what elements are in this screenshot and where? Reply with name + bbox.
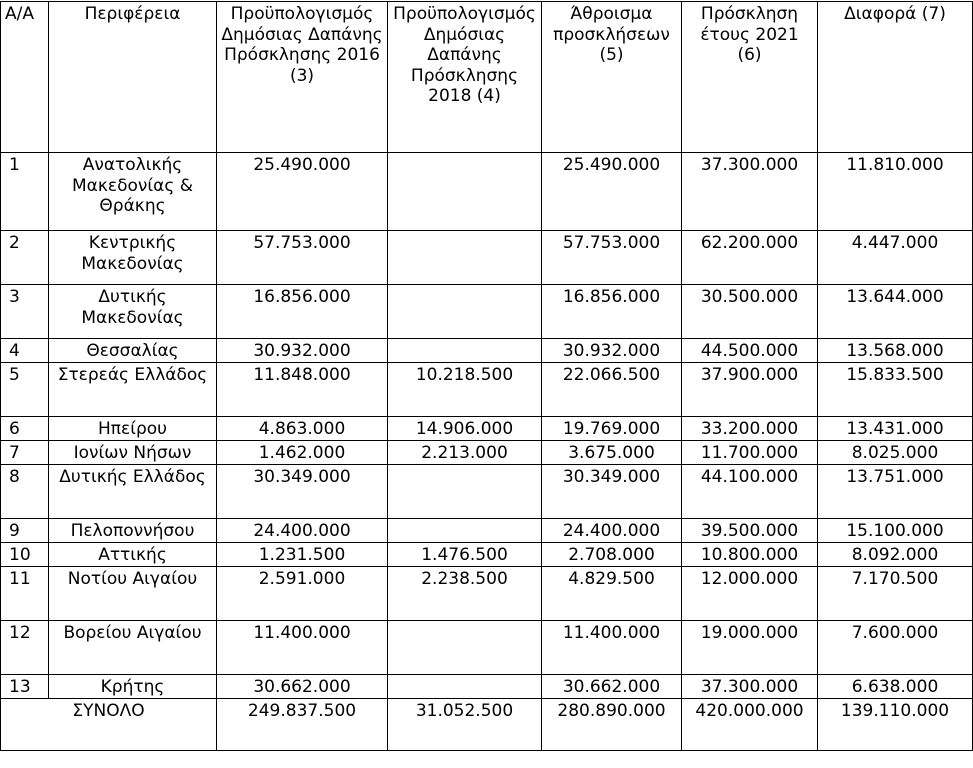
budget-2016-value: 11.400.000 <box>217 621 388 675</box>
difference-value: 7.170.500 <box>818 567 973 621</box>
budget-2018-value <box>388 675 542 699</box>
call-2021-value: 10.800.000 <box>682 543 818 567</box>
difference-value: 8.025.000 <box>818 441 973 465</box>
table-row <box>1 465 973 519</box>
call-2021-value: 30.500.000 <box>682 285 818 339</box>
table-row <box>1 543 973 567</box>
budget-2016-value: 2.591.000 <box>217 567 388 621</box>
region-name: Κεντρικής Μακεδονίας <box>49 231 217 285</box>
budget-2018-value <box>388 339 542 363</box>
table-row <box>1 417 973 441</box>
budget-2016-value: 57.753.000 <box>217 231 388 285</box>
budget-2018-value: 2.213.000 <box>388 441 542 465</box>
budget-2018-value: 10.218.500 <box>388 363 542 417</box>
row-number: 9 <box>1 519 49 543</box>
budget-2016-value: 24.400.000 <box>217 519 388 543</box>
total-label: ΣΥΝΟΛΟ <box>1 699 217 751</box>
budget-2016-value: 30.662.000 <box>217 675 388 699</box>
total-call-2021: 420.000.000 <box>682 699 818 751</box>
call-2021-value: 11.700.000 <box>682 441 818 465</box>
total-sum: 280.890.000 <box>542 699 682 751</box>
difference-value: 11.810.000 <box>818 153 973 231</box>
row-number: 7 <box>1 441 49 465</box>
call-2021-value: 39.500.000 <box>682 519 818 543</box>
sum-value: 30.349.000 <box>542 465 682 519</box>
table-body <box>1 153 973 751</box>
row-number: 12 <box>1 621 49 675</box>
row-number: 13 <box>1 675 49 699</box>
table-row <box>1 231 973 285</box>
sum-value: 30.932.000 <box>542 339 682 363</box>
table-row <box>1 567 973 621</box>
call-2021-value: 37.900.000 <box>682 363 818 417</box>
budget-2016-value: 25.490.000 <box>217 153 388 231</box>
table-row <box>1 441 973 465</box>
budget-2016-value: 11.848.000 <box>217 363 388 417</box>
row-number: 4 <box>1 339 49 363</box>
header-sum: Άθροισμα προσκλήσεων (5) <box>542 2 682 153</box>
header-aa: Α/Α <box>1 2 49 153</box>
row-number: 10 <box>1 543 49 567</box>
sum-value: 19.769.000 <box>542 417 682 441</box>
call-2021-value: 19.000.000 <box>682 621 818 675</box>
header-row <box>1 2 973 153</box>
header-call-2021: Πρόσκληση έτους 2021 (6) <box>682 2 818 153</box>
sum-value: 24.400.000 <box>542 519 682 543</box>
row-number: 5 <box>1 363 49 417</box>
sum-value: 57.753.000 <box>542 231 682 285</box>
table-row <box>1 363 973 417</box>
call-2021-value: 44.100.000 <box>682 465 818 519</box>
difference-value: 7.600.000 <box>818 621 973 675</box>
call-2021-value: 33.200.000 <box>682 417 818 441</box>
budget-2018-value: 14.906.000 <box>388 417 542 441</box>
row-number: 6 <box>1 417 49 441</box>
call-2021-value: 37.300.000 <box>682 153 818 231</box>
sum-value: 16.856.000 <box>542 285 682 339</box>
region-name: Θεσσαλίας <box>49 339 217 363</box>
budget-table <box>0 1 973 751</box>
region-name: Ηπείρου <box>49 417 217 441</box>
row-number: 11 <box>1 567 49 621</box>
call-2021-value: 44.500.000 <box>682 339 818 363</box>
difference-value: 13.751.000 <box>818 465 973 519</box>
difference-value: 13.644.000 <box>818 285 973 339</box>
budget-2018-value: 2.238.500 <box>388 567 542 621</box>
table-row <box>1 285 973 339</box>
table-row <box>1 675 973 699</box>
budget-2018-value <box>388 519 542 543</box>
budget-2018-value <box>388 285 542 339</box>
region-name: Στερεάς Ελλάδος <box>49 363 217 417</box>
row-number: 1 <box>1 153 49 231</box>
row-number: 2 <box>1 231 49 285</box>
table-row <box>1 621 973 675</box>
call-2021-value: 37.300.000 <box>682 675 818 699</box>
sum-value: 11.400.000 <box>542 621 682 675</box>
difference-value: 6.638.000 <box>818 675 973 699</box>
total-budget-2016: 249.837.500 <box>217 699 388 751</box>
difference-value: 13.568.000 <box>818 339 973 363</box>
sum-value: 3.675.000 <box>542 441 682 465</box>
row-number: 8 <box>1 465 49 519</box>
header-region: Περιφέρεια <box>49 2 217 153</box>
row-number: 3 <box>1 285 49 339</box>
header-budget-2016: Προϋπολογισμός Δημόσιας Δαπάνης Πρόσκλησης 2016 (3) <box>217 2 388 153</box>
call-2021-value: 12.000.000 <box>682 567 818 621</box>
budget-2018-value: 1.476.500 <box>388 543 542 567</box>
total-difference: 139.110.000 <box>818 699 973 751</box>
budget-2016-value: 30.932.000 <box>217 339 388 363</box>
difference-value: 4.447.000 <box>818 231 973 285</box>
difference-value: 8.092.000 <box>818 543 973 567</box>
region-name: Πελοποννήσου <box>49 519 217 543</box>
sum-value: 22.066.500 <box>542 363 682 417</box>
budget-2018-value <box>388 153 542 231</box>
header-budget-2018: Προϋπολογισμός Δημόσιας Δαπάνης Πρόσκλησης 2018 (4) <box>388 2 542 153</box>
total-budget-2018: 31.052.500 <box>388 699 542 751</box>
call-2021-value: 62.200.000 <box>682 231 818 285</box>
difference-value: 13.431.000 <box>818 417 973 441</box>
region-name: Δυτικής Ελλάδος <box>49 465 217 519</box>
region-name: Δυτικής Μακεδονίας <box>49 285 217 339</box>
budget-2016-value: 4.863.000 <box>217 417 388 441</box>
budget-2018-value <box>388 465 542 519</box>
region-name: Νοτίου Αιγαίου <box>49 567 217 621</box>
difference-value: 15.100.000 <box>818 519 973 543</box>
region-name: Ιονίων Νήσων <box>49 441 217 465</box>
region-name: Ανατολικής Μακεδονίας & Θράκης <box>49 153 217 231</box>
total-row <box>1 699 973 751</box>
sum-value: 2.708.000 <box>542 543 682 567</box>
budget-2016-value: 30.349.000 <box>217 465 388 519</box>
difference-value: 15.833.500 <box>818 363 973 417</box>
budget-2018-value <box>388 231 542 285</box>
sum-value: 30.662.000 <box>542 675 682 699</box>
budget-2016-value: 1.462.000 <box>217 441 388 465</box>
region-name: Αττικής <box>49 543 217 567</box>
table-row <box>1 339 973 363</box>
region-name: Βορείου Αιγαίου <box>49 621 217 675</box>
budget-2016-value: 1.231.500 <box>217 543 388 567</box>
sum-value: 4.829.500 <box>542 567 682 621</box>
budget-2018-value <box>388 621 542 675</box>
sum-value: 25.490.000 <box>542 153 682 231</box>
budget-2016-value: 16.856.000 <box>217 285 388 339</box>
table-row <box>1 153 973 231</box>
region-name: Κρήτης <box>49 675 217 699</box>
header-difference: Διαφορά (7) <box>818 2 973 153</box>
table-row <box>1 519 973 543</box>
